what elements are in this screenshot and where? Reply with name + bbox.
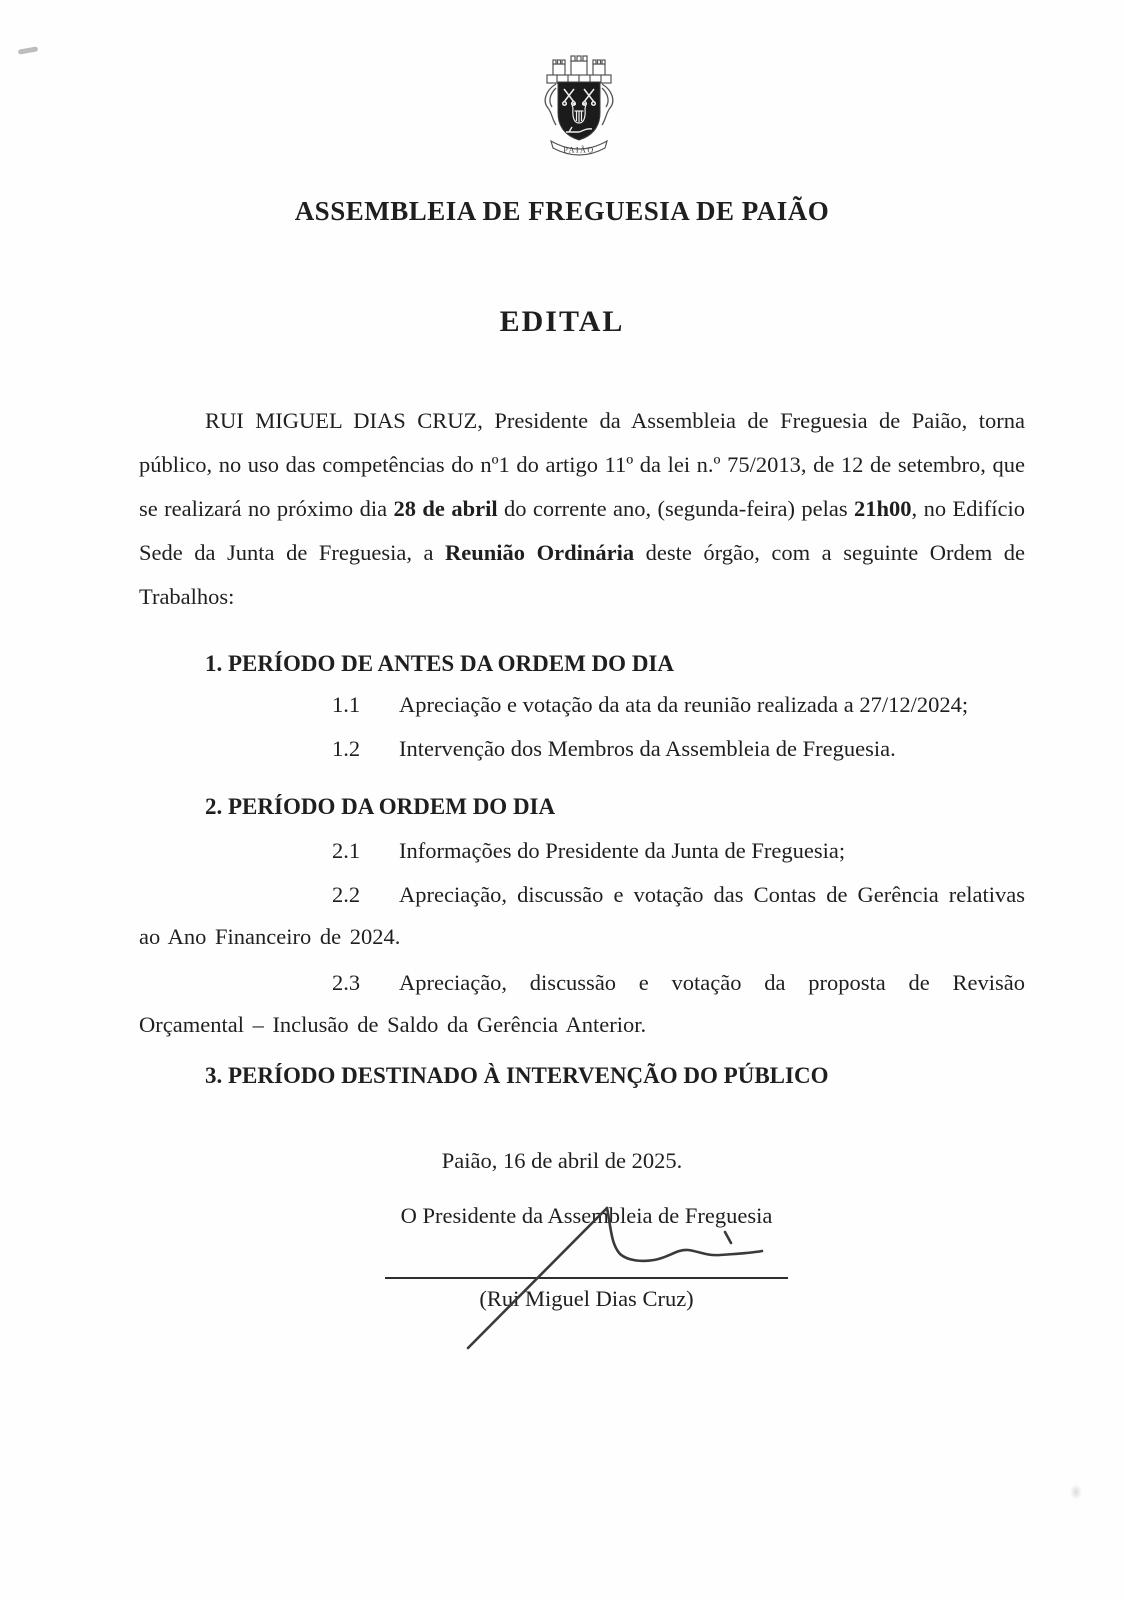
intro-text-4: deste órgão, com a seguinte Ordem de Trabalhos:: [139, 540, 1025, 609]
item-text: Intervenção dos Membros da Assembleia de Freguesia.: [399, 736, 896, 761]
document-title: ASSEMBLEIA DE FREGUESIA DE PAIÃO: [294, 196, 830, 226]
section-3-heading: 3. PERÍODO DESTINADO À INTERVENÇÃO DO PÚBLICO: [205, 1063, 829, 1088]
signatory-title-line: O Presidente da Assembleia de Freguesia: [400, 1203, 773, 1228]
paiao-coat-of-arms: [531, 50, 627, 170]
item-number: 2.2: [332, 882, 361, 907]
intro-text-3: , no Edifício Sede da Junta de Freguesia, a: [139, 496, 1025, 565]
document-subtitle: EDITAL: [499, 305, 625, 338]
intro-bold-date: 28 de abril: [393, 496, 498, 521]
agenda-item-2-1: [139, 830, 1025, 872]
item-text: Apreciação e votação da ata da reunião realizada a 27/12/2024;: [399, 692, 969, 717]
agenda-item-2-2: [139, 874, 1025, 958]
item-number: 2.1: [332, 838, 361, 863]
intro-text-1: RUI MIGUEL DIAS CRUZ, Presidente da Assembleia de Freguesia de Paião, torna público, no uso das competências do nº1 do artigo 11º da lei n.º 75/2013, de 12 de setembro, que se realizará no próximo dia: [139, 408, 1025, 521]
item-text: Informações do Presidente da Junta de Freguesia;: [399, 838, 846, 863]
item-number: 2.3: [332, 970, 361, 995]
agenda-item-1-2: [139, 728, 1025, 770]
item-text: Apreciação, discussão e votação das Contas de Gerência relativas ao Ano Financeiro de 2024.: [139, 882, 1025, 949]
item-number: 1.2: [332, 736, 361, 761]
banner-text: PAIÃO: [563, 145, 595, 155]
item-text: Apreciação, discussão e votação da proposta de Revisão Orçamental – Inclusão de Saldo da Gerência Anterior.: [139, 970, 1025, 1037]
intro-text-2: do corrente ano, (segunda-feira) pelas: [497, 496, 855, 521]
scan-smudge-top-left: [18, 46, 39, 54]
section-2-heading: 2. PERÍODO DA ORDEM DO DIA: [205, 794, 556, 819]
agenda-item-2-3: [139, 962, 1025, 1046]
intro-bold-meeting: Reunião Ordinária: [445, 540, 635, 565]
item-number: 1.1: [332, 692, 361, 717]
agenda-item-1-1: [139, 684, 1025, 726]
section-1-heading: 1. PERÍODO DE ANTES DA ORDEM DO DIA: [205, 651, 674, 676]
place-date-line: Paião, 16 de abril de 2025.: [441, 1148, 683, 1173]
scan-smudge-bottom-right: [1070, 1484, 1082, 1500]
mural-crown: [547, 56, 611, 83]
intro-bold-time: 21h00: [854, 496, 912, 521]
intro-paragraph: [139, 399, 1025, 619]
signatory-name-line: (Rui Miguel Dias Cruz): [479, 1286, 694, 1311]
